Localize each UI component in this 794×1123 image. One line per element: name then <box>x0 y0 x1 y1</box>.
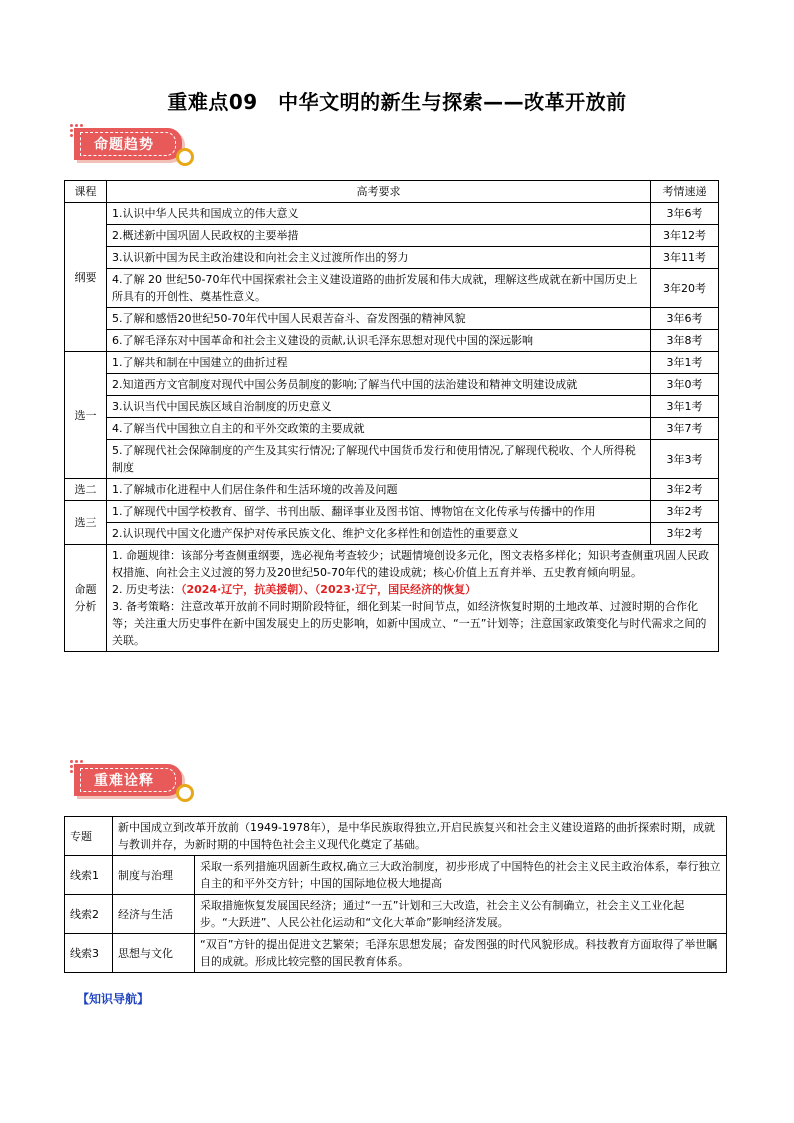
table-row <box>65 352 719 374</box>
requirement-cell: 4.了解当代中国独立自主的和平外交政策的主要成就 <box>107 418 651 440</box>
group-label: 纲要 <box>65 203 107 352</box>
analysis-method-prefix: 2. 历史考法： <box>112 583 181 596</box>
stat-cell: 3年6考 <box>651 308 719 330</box>
table-row <box>65 934 727 973</box>
table-row <box>65 247 719 269</box>
stat-cell: 3年2考 <box>651 479 719 501</box>
table-row <box>65 523 719 545</box>
requirement-cell: 4.了解 20 世纪50-70年代中国探索社会主义建设道路的曲折发展和伟大成就，理解这些成就在新中国历史上所具有的开创性、奠基性意义。 <box>107 269 651 308</box>
clues-table <box>64 816 727 973</box>
table-row <box>65 856 727 895</box>
analysis-rule: 1. 命题规律：该部分考查侧重纲要，选必视角考查较少；试题情境创设多元化，图文表格多样化；知识考查侧重巩固人民政权措施、向社会主义过渡的努力及20世纪50-70年代的建设成就；核心价值上五育并举、五史教育倾向明显。 <box>112 549 709 579</box>
clue-theme: 思想与文化 <box>113 934 195 973</box>
clue-text: 采取一系列措施巩固新生政权,确立三大政治制度，初步形成了中国特色的社会主义民主政治体系，奉行独立自主的和平外交方针；中国的国际地位极大地提高 <box>195 856 727 895</box>
table-row <box>65 895 727 934</box>
requirement-cell: 1.了解共和制在中国建立的曲折过程 <box>107 352 651 374</box>
table-row <box>65 225 719 247</box>
requirement-cell: 3.认识新中国为民主政治建设和向社会主义过渡所作出的努力 <box>107 247 651 269</box>
clue-text: “双百”方针的提出促进文艺繁荣；毛泽东思想发展；奋发图强的时代风貌形成。科技教育方面取得了举世瞩目的成就。形成比较完整的国民教育体系。 <box>195 934 727 973</box>
group-label: 选一 <box>65 352 107 479</box>
table-row <box>65 269 719 308</box>
table-row <box>65 440 719 479</box>
section-badge-trend <box>70 124 194 166</box>
stat-cell: 3年20考 <box>651 269 719 308</box>
requirement-cell: 5.了解和感悟20世纪50-70年代中国人民艰苦奋斗、奋发图强的精神风貌 <box>107 308 651 330</box>
analysis-method-highlight: （2024·辽宁，抗美援朝）、（2023·辽宁，国民经济的恢复） <box>181 583 477 596</box>
stat-cell: 3年2考 <box>651 523 719 545</box>
analysis-strategy: 3. 备考策略：注意改革开放前不同时期阶段特征，细化到某一时间节点，如经济恢复时期的土地改革、过渡时期的合作化等；关注重大历史事件在新中国发展史上的历史影响，如新中国成立、“一五”计划等；注意国家政策变化与时代需求之间的关联。 <box>112 600 707 647</box>
table-row <box>65 479 719 501</box>
table-row <box>65 501 719 523</box>
header-requirement: 高考要求 <box>107 181 651 203</box>
table-header-row <box>65 181 719 203</box>
stat-cell: 3年11考 <box>651 247 719 269</box>
table-row <box>65 374 719 396</box>
table-row <box>65 308 719 330</box>
ring-decoration-icon <box>176 784 194 802</box>
requirement-cell: 1.了解城市化进程中人们居住条件和生活环境的改善及问题 <box>107 479 651 501</box>
header-course: 课程 <box>65 181 107 203</box>
requirement-cell: 2.认识现代中国文化遗产保护对传承民族文化、维护文化多样性和创造性的重要意义 <box>107 523 651 545</box>
stat-cell: 3年7考 <box>651 418 719 440</box>
stat-cell: 3年8考 <box>651 330 719 352</box>
requirement-cell: 2.知道西方文官制度对现代中国公务员制度的影响;了解当代中国的法治建设和精神文明建设成就 <box>107 374 651 396</box>
table-row <box>65 396 719 418</box>
clue-theme: 制度与治理 <box>113 856 195 895</box>
clue-text: 采取措施恢复发展国民经济；通过“一五”计划和三大改造，社会主义公有制确立，社会主义工业化起步。“大跃进”、人民公社化运动和“文化大革命”影响经济发展。 <box>195 895 727 934</box>
requirement-cell: 5.了解现代社会保障制度的产生及其实行情况;了解现代中国货币发行和使用情况,了解现代税收、个人所得税制度 <box>107 440 651 479</box>
ring-decoration-icon <box>176 148 194 166</box>
requirements-table <box>64 180 719 652</box>
stat-cell: 3年1考 <box>651 396 719 418</box>
requirement-cell: 2.概述新中国巩固人民政权的主要举措 <box>107 225 651 247</box>
topic-text: 新中国成立到改革开放前（1949-1978年），是中华民族取得独立,开启民族复兴和社会主义建设道路的曲折探索时期，成就与教训并存，为新时期的中国特色社会主义现代化奠定了基础。 <box>113 817 727 856</box>
stat-cell: 3年2考 <box>651 501 719 523</box>
analysis-label: 命题分析 <box>65 545 107 652</box>
stat-cell: 3年1考 <box>651 352 719 374</box>
group-label: 选二 <box>65 479 107 501</box>
badge-label: 命题趋势 <box>94 137 154 153</box>
clue-label: 线索3 <box>65 934 113 973</box>
analysis-content <box>107 545 719 652</box>
topic-label: 专题 <box>65 817 113 856</box>
requirement-cell: 6.了解毛泽东对中国革命和社会主义建设的贡献,认识毛泽东思想对现代中国的深远影响 <box>107 330 651 352</box>
requirement-cell: 1.了解现代中国学校教育、留学、书刊出版、翻译事业及图书馆、博物馆在文化传承与传播中的作用 <box>107 501 651 523</box>
knowledge-nav-label: 【知识导航】 <box>77 992 150 1006</box>
stat-cell: 3年3考 <box>651 440 719 479</box>
analysis-row <box>65 545 719 652</box>
section-badge-analysis <box>70 760 194 802</box>
table-row <box>65 817 727 856</box>
header-stat: 考情速递 <box>651 181 719 203</box>
table-row <box>65 330 719 352</box>
clue-label: 线索1 <box>65 856 113 895</box>
page-title: 重难点09 中华文明的新生与探索——改革开放前 <box>167 90 627 114</box>
requirement-cell: 1.认识中华人民共和国成立的伟大意义 <box>107 203 651 225</box>
group-label: 选三 <box>65 501 107 545</box>
badge-label: 重难诠释 <box>94 773 154 789</box>
table-row <box>65 203 719 225</box>
analysis-method <box>112 581 713 598</box>
clue-label: 线索2 <box>65 895 113 934</box>
stat-cell: 3年12考 <box>651 225 719 247</box>
stat-cell: 3年6考 <box>651 203 719 225</box>
table-row <box>65 418 719 440</box>
requirement-cell: 3.认识当代中国民族区域自治制度的历史意义 <box>107 396 651 418</box>
clue-theme: 经济与生活 <box>113 895 195 934</box>
stat-cell: 3年0考 <box>651 374 719 396</box>
